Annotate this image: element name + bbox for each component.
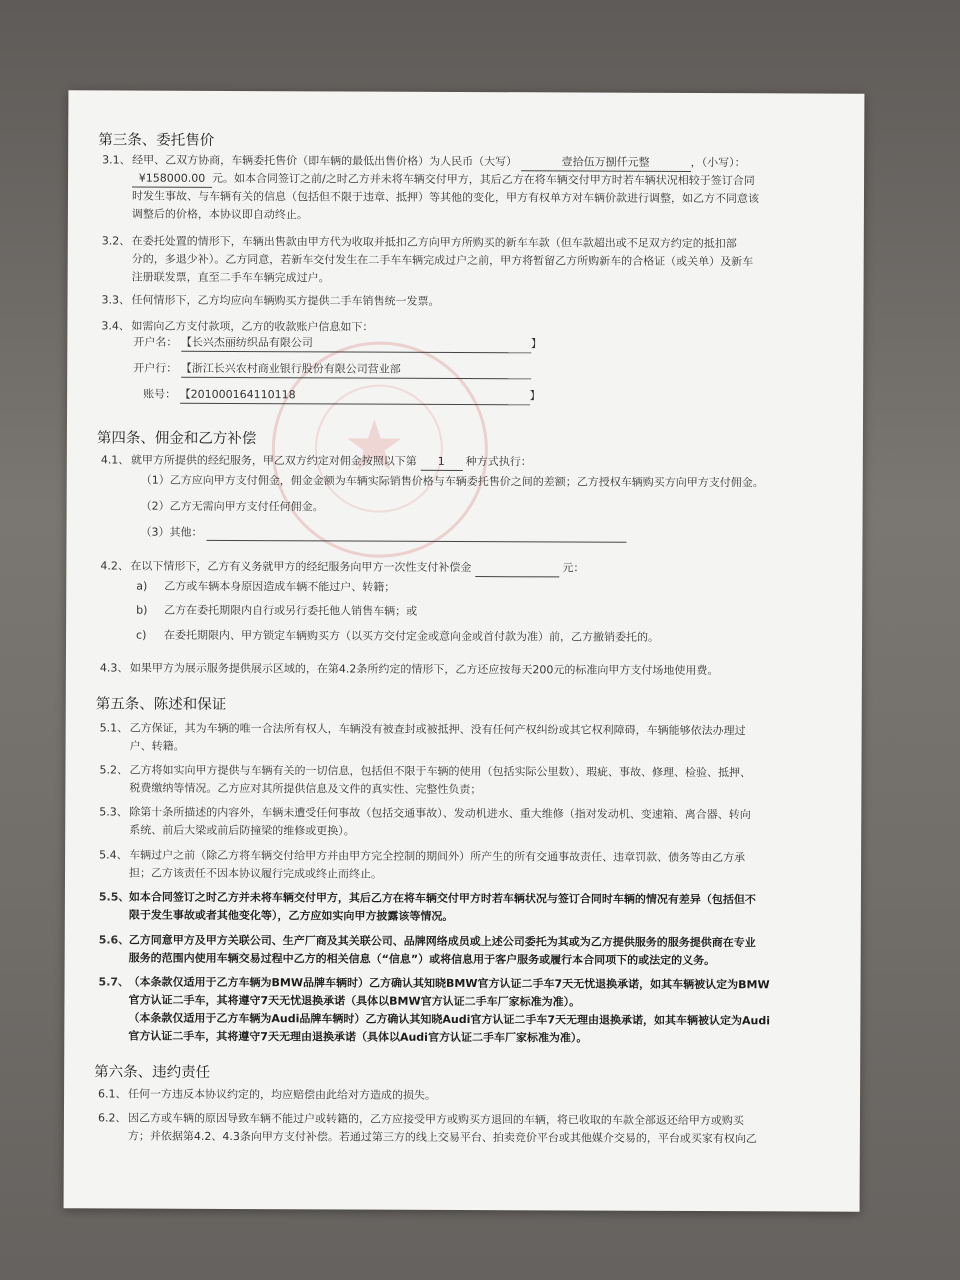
clause-5-5-line-1: 如本合同签订之时乙方并未将车辆交付甲方，其后乙方在将车辆交付甲方时若车辆状况与签订合同时车辆的情况有差异（包括但不	[128, 890, 756, 907]
amount-in-figures-field: ¥158000.00	[132, 171, 212, 188]
account-bank-row: 开户行： 【浙江长兴农村商业银行股份有限公司营业部	[133, 361, 531, 380]
clause-3-1-line-2: ¥158000.00 元。如本合同签订之前/之时乙方并未将车辆交付甲方，其后乙方在将车辆交付甲方时若车辆状况相较于签订合同	[132, 171, 755, 191]
clause-5-7-line-2: 官方认证二手车，其将遵守7天无忧退换承诺（具体以BMW官方认证二手车厂家标准为准）。	[128, 993, 581, 1009]
account-name-value: 长兴杰丽纺织品有限公司	[191, 335, 313, 350]
clause-3-2-line-3: 注册联发票，直至二手车车辆完成过户。	[131, 270, 330, 285]
clause-number: 6.1、	[98, 1087, 127, 1101]
clause-5-1-line-1: 乙方保证，其为车辆的唯一合法所有权人，车辆没有被查封或被抵押、没有任何产权纠纷或其它权利障碍，车辆能够依法办理过	[129, 721, 746, 738]
commission-option-1: （1）乙方应向甲方支付佣金，佣金金额为车辆实际销售价格与车辆委托售价之间的差额；乙方授权车辆购买方向甲方支付佣金。	[140, 473, 764, 490]
clause-5-7-line-4: 官方认证二手车，其将遵守7天无理由退换承诺（具体以Audi官方认证二手车厂家标准为准）。	[128, 1029, 588, 1045]
clause-3-1-line-1: 经甲、乙双方协商，车辆委托售价（即车辆的最低出售价格）为人民币（大写） 壹拾伍万捌仟元整 ，（小写）：	[132, 153, 746, 173]
clause-5-7-line-3: （本条款仅适用于乙方车辆为Audi品牌车辆时）乙方确认其知晓Audi官方认证二手车7天无理由退换承诺，如其车辆被认定为Audi	[128, 1011, 771, 1028]
clause-4-3-line-1: 如果甲方为展示服务提供展示区域的，在第4.2条所约定的情形下，乙方还应按每天200元的标准向甲方支付场地使用费。	[129, 661, 719, 678]
clause-number: 5.3、	[99, 805, 128, 819]
clause-5-5-line-2: 限于发生事故或者其他变化等），乙方应如实向甲方披露该等情况。	[128, 908, 454, 923]
clause-4-2-line-1: 在以下情形下，乙方有义务就甲方的经纪服务向甲方一次性支付补偿金 元：	[130, 559, 584, 578]
clause-3-4-line-1: 如需向乙方支付款项，乙方的收款账户信息如下：	[131, 319, 374, 334]
commission-option-field: 1	[420, 454, 462, 471]
clause-4-1-line-1: 就甲方所提供的经纪服务，甲乙双方约定对佣金按照以下第 1 种方式执行：	[131, 453, 532, 472]
clause-5-2-line-1: 乙方将如实向甲方提供与车辆有关的一切信息，包括但不限于车辆的使用（包括实际公里数）、瑕疵、事故、修理、检验、抵押、	[129, 763, 751, 780]
clause-3-1-line-3: 时发生事故、与车辆有关的信息（包括但不限于违章、抵押）等其他的变化，甲方有权单方对车辆价款进行调整，如乙方不同意该	[131, 189, 760, 206]
clause-6-1-line-1: 任何一方违反本协议约定的，均应赔偿由此给对方造成的损失。	[128, 1087, 437, 1102]
condition-b-text: 乙方在委托期限内自行或另行委托他人销售车辆；或	[164, 603, 418, 618]
clause-number: 3.2、	[101, 234, 131, 248]
clause-5-1-line-2: 户、转籍。	[129, 739, 185, 753]
clause-number: 4.3、	[99, 661, 129, 675]
section-6-title: 第六条、违约责任	[94, 1064, 211, 1081]
commission-option-2: （2）乙方无需向甲方支付任何佣金。	[140, 499, 324, 514]
condition-c-label: c)	[136, 628, 147, 642]
clause-6-2-line-1: 因乙方或车辆的原因导致车辆不能过户或转籍的，乙方应接受甲方或购买方退回的车辆，将已收取的车款全部返还给甲方或购买	[127, 1111, 744, 1128]
account-bank-value: 浙江长兴农村商业银行股份有限公司营业部	[191, 361, 401, 376]
clause-number: 4.2、	[100, 559, 129, 573]
condition-a-label: a)	[136, 579, 148, 593]
clause-3-2-line-2: 分的，多退少补）。乙方同意，若新车交付发生在二手车车辆完成过户之前，甲方将暂留乙方所购新车的合格证（或关单）及新车	[131, 252, 754, 269]
clause-number: 5.7、	[98, 975, 130, 989]
clause-number: 5.1、	[99, 721, 129, 735]
section-3-title: 第三条、委托售价	[98, 132, 215, 149]
clause-5-6-line-1: 乙方同意甲方及甲方关联公司、生产厂商及其关联公司、品牌网络成员或上述公司委托为其或为乙方提供服务的服务提供商在专业	[128, 933, 756, 950]
section-4-title: 第四条、佣金和乙方补偿	[96, 430, 257, 448]
clause-5-4-line-1: 车辆过户之前（除乙方将车辆交付给甲方并由甲方完全控制的期间外）所产生的所有交通事故责任、违章罚款、债务等由乙方承	[129, 848, 746, 865]
clause-5-2-line-2: 税费缴纳等情况。乙方应对其所提供信息及文件的真实性、完整性负责；	[129, 781, 482, 797]
clause-3-2-line-1: 在委托处置的情形下，车辆出售款由甲方代为收取并抵扣乙方向甲方所购买的新车车款（但车款超出或不足双方约定的抵扣部	[131, 234, 737, 251]
compensation-amount-field	[475, 560, 559, 577]
clause-5-3-line-1: 除第十条所描述的内容外，车辆未遭受任何事故（包括交通事故）、发动机进水、重大维修（指对发动机、变速箱、离合器、转向	[129, 805, 751, 822]
clause-5-3-line-2: 系统、前后大梁或前后防撞梁的维修或更换）。	[129, 823, 355, 838]
clause-5-4-line-2: 担；乙方该责任不因本协议履行完成或终止而终止。	[128, 866, 383, 881]
section-5-title: 第五条、陈述和保证	[95, 696, 227, 713]
clause-number: 5.2、	[99, 763, 129, 777]
clause-5-6-line-2: 服务的范围内使用车辆交易过程中乙方的相关信息（“信息”）或将信息用于客户服务或履行本合同项下的或法定的义务。	[128, 951, 716, 968]
clause-number: 3.4、	[101, 319, 130, 333]
clause-number: 5.4、	[99, 848, 128, 862]
clause-number: 3.1、	[102, 153, 131, 167]
clause-number: 3.3、	[101, 293, 131, 307]
amount-in-words-field: 壹拾伍万捌仟元整	[521, 154, 691, 172]
account-number-row: 账号： 【201000164110118 】	[143, 387, 541, 406]
clause-number: 5.6、	[98, 933, 130, 947]
clause-6-2-line-2: 方；并依据第4.2、4.3条向甲方支付补偿。若通过第三方的线上交易平台、拍卖竞价平台或其他媒介交易的，平台或买家有权向乙	[127, 1129, 757, 1146]
clause-number: 6.2、	[97, 1111, 127, 1125]
company-seal-icon: ★	[271, 341, 488, 558]
contract-page	[64, 90, 865, 1211]
clause-5-7-line-1: （本条款仅适用于乙方车辆为BMW品牌车辆时）乙方确认其知晓BMW官方认证二手车7天无忧退换承诺，如其车辆被认定为BMW	[128, 975, 770, 992]
condition-a-text: 乙方或车辆本身原因造成车辆不能过户、转籍；	[164, 579, 396, 594]
condition-b-label: b)	[136, 603, 148, 617]
clause-number: 5.5、	[98, 890, 130, 904]
commission-option-3: （3）其他：	[140, 525, 203, 539]
clause-number: 4.1、	[100, 453, 130, 467]
clause-3-1-line-4: 调整后的价格，本协议即自动终止。	[131, 207, 308, 222]
account-name-row: 开户名： 【长兴杰丽纺织品有限公司 】	[133, 335, 542, 354]
account-number-value: 201000164110118	[190, 387, 296, 402]
condition-c-text: 在委托期限内、甲方锁定车辆购买方（以买方交付定金或意向金或首付款为准）前，乙方撤销委托的。	[164, 628, 660, 644]
clause-3-3-line-1: 任何情形下，乙方均应向车辆购买方提供二手车销售统一发票。	[131, 293, 440, 308]
